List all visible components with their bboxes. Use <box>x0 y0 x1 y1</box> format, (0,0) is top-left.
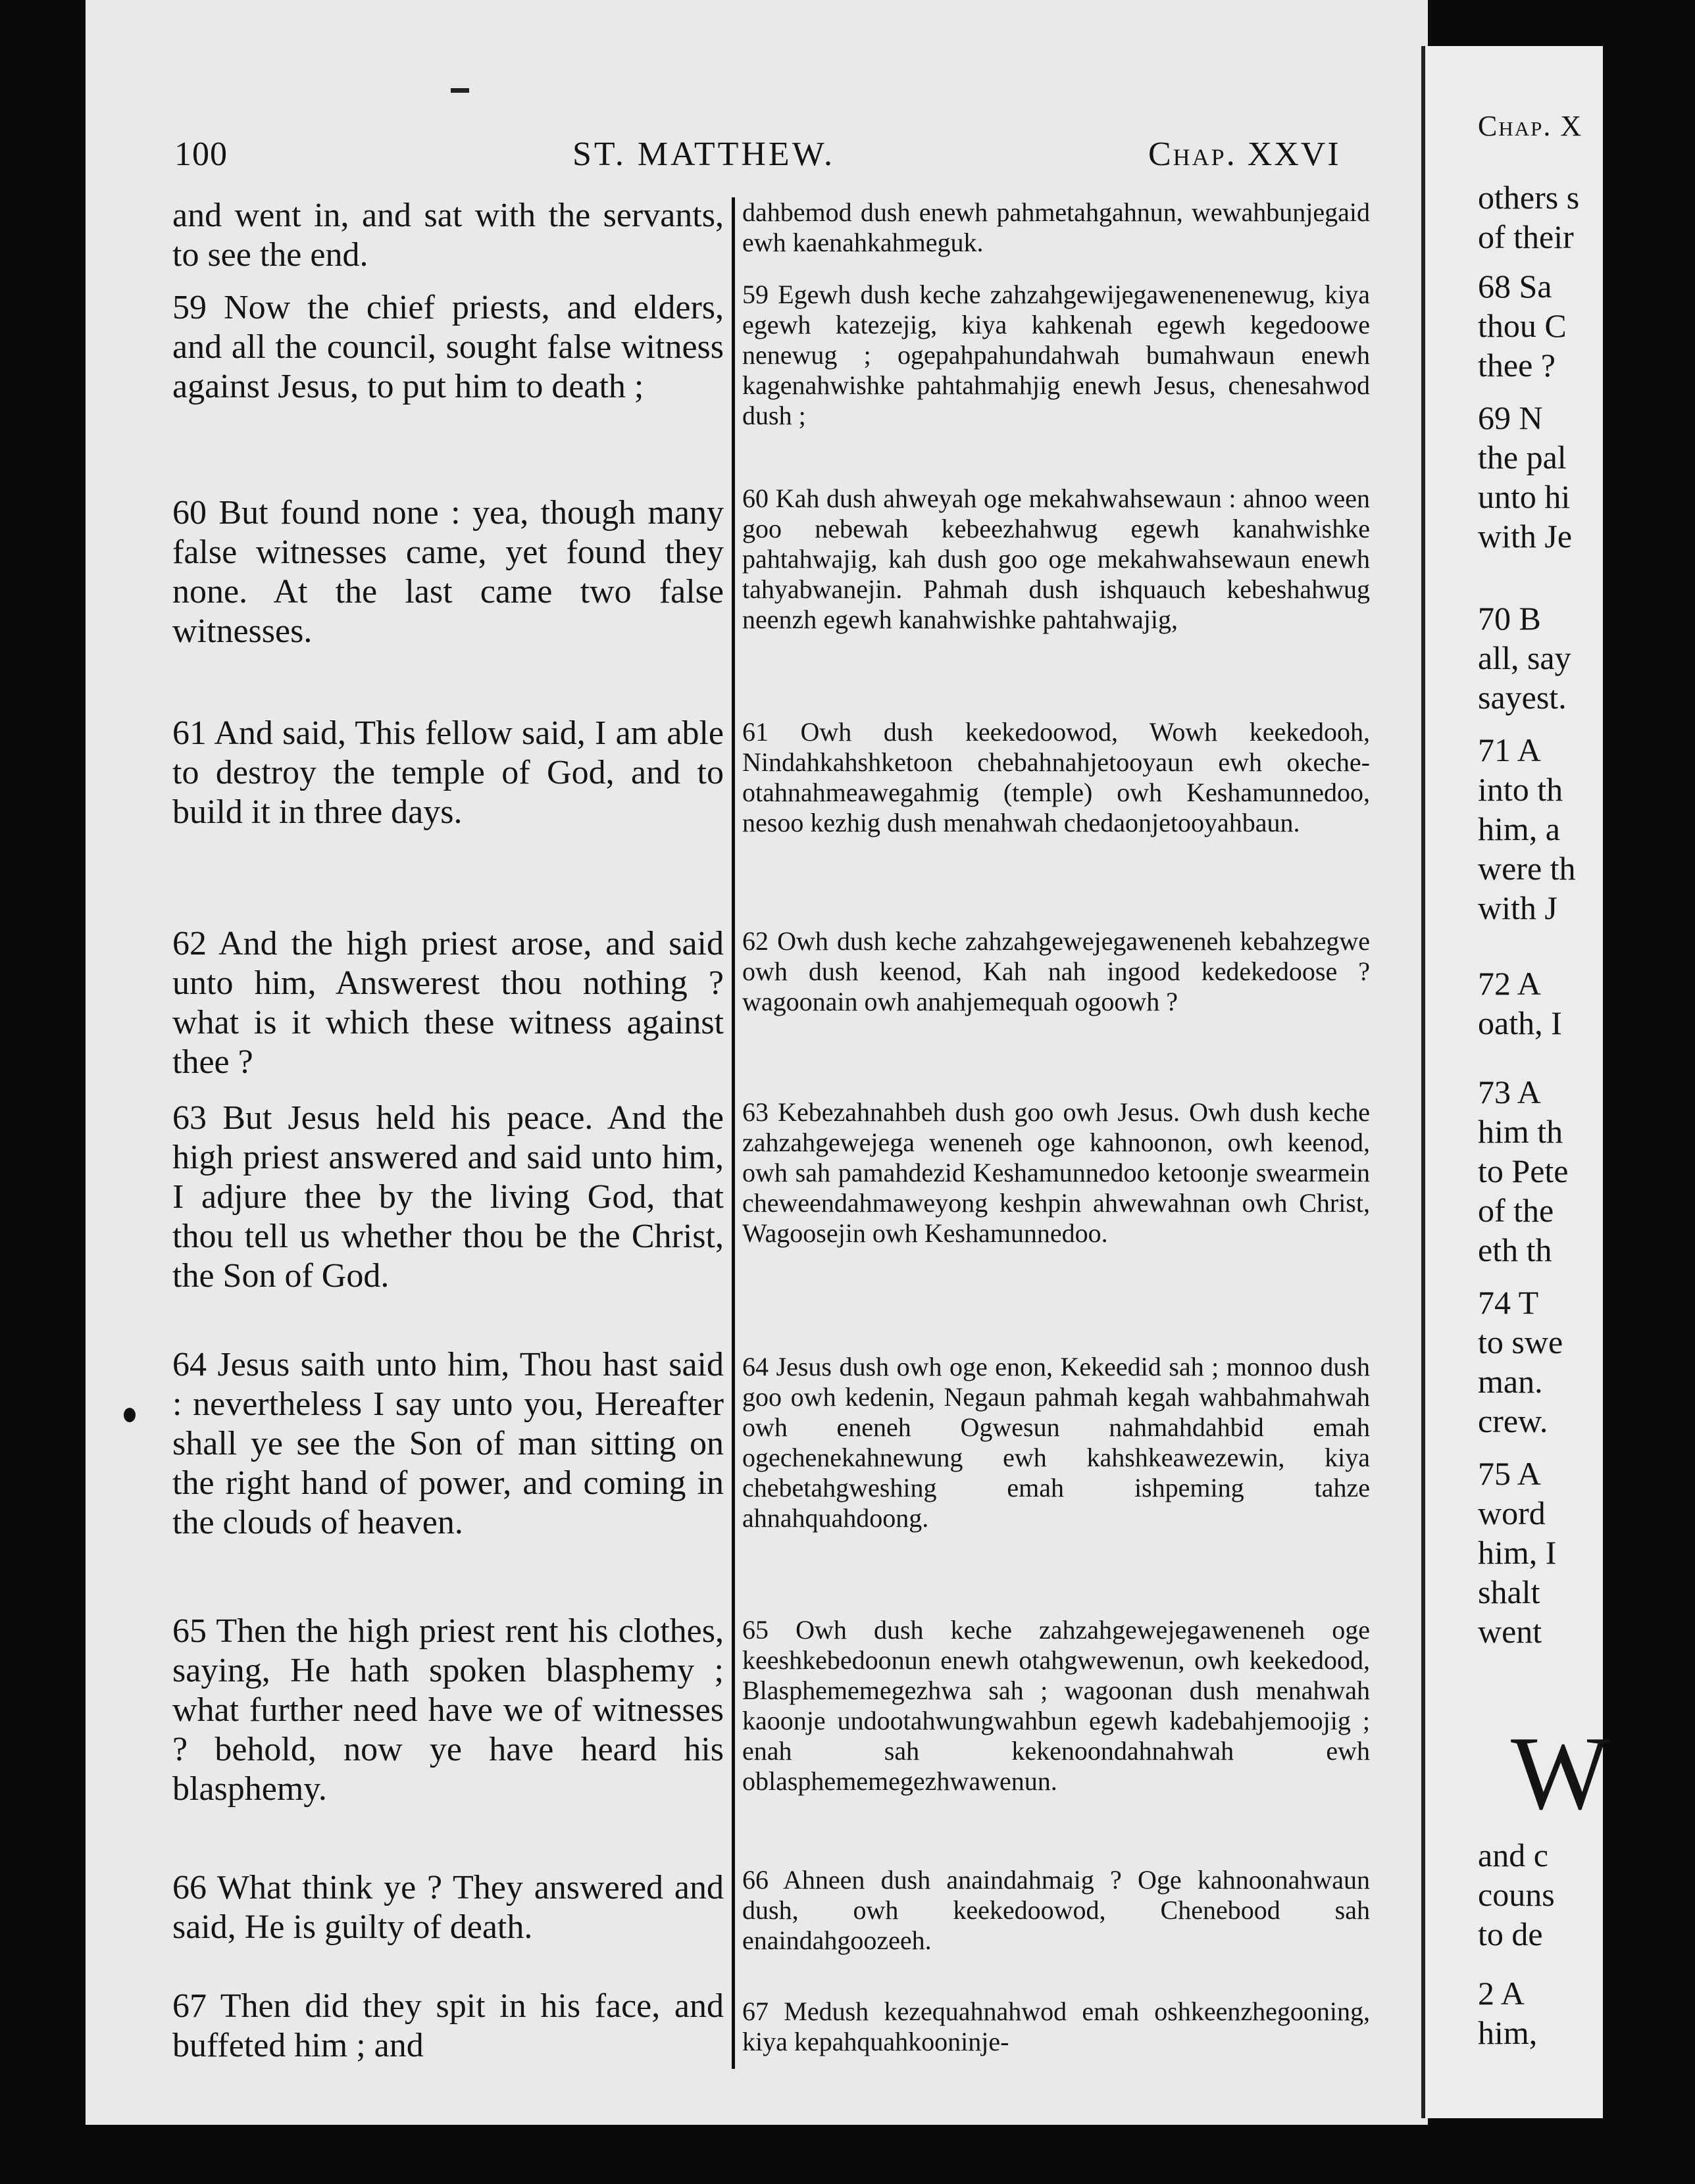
right-line: thou C <box>1478 307 1567 344</box>
ojibwe-verse-67: 67 Medush kezequahnahwod emah oshkeenzhegooning, kiya kepahquahkooninje- <box>742 1997 1370 2056</box>
right-line: all, say <box>1478 639 1571 676</box>
english-verse-60: 60 But found none : yea, though many false witnesses came, yet found they none. At the last came two false witnesses. <box>172 494 724 650</box>
right-line: to Pete <box>1478 1153 1569 1189</box>
english-verse-61: 61 And said, This fellow said, I am able to destroy the temple of God, and to build it in three days. <box>172 714 724 831</box>
right-dropcap: W <box>1511 1714 1611 1831</box>
right-line: crew. <box>1478 1402 1548 1439</box>
ojibwe-verse-62: 62 Owh dush keche zahzahgewejegaweneneh kebahzegwe owh dush keenod, Kah nah ingood kedekedoose ? wagoonain owh anahjemequah ogoowh ? <box>742 926 1370 1016</box>
right-line: went <box>1478 1613 1542 1650</box>
english-verse-62: 62 And the high priest arose, and said unto him, Answerest thou nothing ? what is it which these witness against thee ? <box>172 925 724 1081</box>
right-line: him, I <box>1478 1534 1557 1571</box>
right-line: him, a <box>1478 810 1560 847</box>
right-line: 71 A <box>1478 732 1541 768</box>
column-divider <box>732 197 735 2069</box>
ojibwe-verse-66: 66 Ahneen dush anaindahmaig ? Oge kahnoonahwaun dush, owh keekedoowod, Chenebood sah enaindahgoozeeh. <box>742 1865 1370 1955</box>
right-line: to swe <box>1478 1324 1563 1360</box>
right-line: with J <box>1478 889 1557 926</box>
right-line: unto hi <box>1478 478 1571 515</box>
english-verse-59: 59 Now the chief priests, and elders, and all the council, sought false witness against Jesus, to put him to death ; <box>172 289 724 405</box>
ojibwe-verse-63: 63 Kebezahnahbeh dush goo owh Jesus. Owh dush keche zahzahgewejega weneneh oge kahnoonon, owh keenod, owh sah pamahdezid Keshamunnedoo ketoonje swearmein cheweendahmaweyong keshpin ahwewahnan owh Christ, Wagoosejin owh Keshamunnedoo. <box>742 1097 1370 1248</box>
right-page <box>1421 46 1611 2118</box>
right-line: to de <box>1478 1916 1543 1952</box>
ojibwe-verse-59: 59 Egewh dush keche zahzahgewijegawenenenewug, kiya egewh katezejig, kiya kahkenah egewh kegedoowe nenewug ; ogepahpahundahwah bumahwaun enewh kagenahwishke pahtahmahjig enewh Jesus, chenesahwod dush ; <box>742 280 1370 430</box>
right-line: 69 N <box>1478 399 1543 436</box>
ojibwe-verse-64: 64 Jesus dush owh oge enon, Kekeedid sah ; monnoo dush goo owh kedenin, Negaun pahmah kegah wahbahmahwah owh eneneh Ogwesun nahmahdahbid emah ogechenekahnewung ewh kahshkeawezewin, kiya chebetahgweshing emah ishpeming tahze ahnahquahdoong. <box>742 1352 1370 1533</box>
right-line: 73 A <box>1478 1074 1541 1110</box>
right-line: and c <box>1478 1837 1548 1874</box>
right-line: man. <box>1478 1363 1543 1400</box>
right-line: 72 A <box>1478 965 1541 1002</box>
right-chapter-header: Chap. X <box>1478 110 1583 142</box>
right-line: thee ? <box>1478 347 1556 384</box>
right-line: were th <box>1478 850 1576 887</box>
right-line: shalt <box>1478 1574 1540 1610</box>
english-verse-65: 65 Then the high priest rent his clothes, saying, He hath spoken blasphemy ; what further need have we of witnesses ? behold, now ye have heard his blasphemy. <box>172 1612 724 1808</box>
right-line: 68 Sa <box>1478 268 1552 305</box>
page-title: ST. MATTHEW. <box>572 136 835 173</box>
right-line: of the <box>1478 1192 1554 1229</box>
page-number: 100 <box>174 136 228 173</box>
right-line: 74 T <box>1478 1284 1539 1321</box>
right-line: 70 B <box>1478 600 1541 637</box>
english-verse-67: 67 Then did they spit in his face, and buffeted him ; and <box>172 1987 724 2064</box>
english-verse-63: 63 But Jesus held his peace. And the high priest answered and said unto him, I adjure thee by the living God, that thou tell us whether thou be the Christ, the Son of God. <box>172 1099 724 1295</box>
right-line: 75 A <box>1478 1455 1541 1492</box>
right-line: the pal <box>1478 439 1567 476</box>
right-line: 2 A <box>1478 1975 1525 2012</box>
ojibwe-verse-58-end: dahbemod dush enewh pahmetahgahnun, wewahbunjegaid ewh kaenahkahmeguk. <box>742 197 1370 257</box>
english-verse-58-end: and went in, and sat with the servants, to see the end. <box>172 197 724 274</box>
english-verse-64: 64 Jesus saith unto him, Thou hast said : nevertheless I say unto you, Hereafter shall ye see the Son of man sitting on the right hand of power, and coming in the clouds of heaven. <box>172 1346 724 1541</box>
right-line: couns <box>1478 1876 1555 1913</box>
english-verse-66: 66 What think ye ? They answered and said, He is guilty of death. <box>172 1869 724 1946</box>
ojibwe-verse-60: 60 Kah dush ahweyah oge mekahwahsewaun : ahnoo ween goo nebewah kebeezhahwug egewh kanahwishke pahtahwajig, kah dush goo oge mekahwahsewaun enewh tahyabwanejin. Pahmah dush ishquauch kebeshahwug neenzh egewh kanahwishke pahtahwajig, <box>742 484 1370 634</box>
right-line: sayest. <box>1478 679 1567 716</box>
right-line: him, <box>1478 2014 1538 2051</box>
chapter-header: Chap. XXVI <box>1148 136 1341 173</box>
right-line: into th <box>1478 771 1563 808</box>
ojibwe-verse-61: 61 Owh dush keekedoowod, Wowh keekedooh, Nindahkahshketoon chebahnahjetooyaun ewh okeche-otahnahmeawegahmig (temple) owh Keshamunnedoo, nesoo kezhig dush menahwah chedaonjetooyahbaun. <box>742 717 1370 837</box>
right-line: oath, I <box>1478 1005 1562 1041</box>
right-line: others s <box>1478 179 1580 216</box>
ojibwe-verse-65: 65 Owh dush keche zahzahgewejegaweneneh oge keeshkebedoonun enewh otahgwewenun, owh keekedood, Blasphememegezhwa sah ; wagoonan dush menahwah kaoonje undootahwungwahbun egewh kadebahjemoojig ; enah sah kekenoondahnahwah ewh oblasphememegezhwawenun. <box>742 1615 1370 1796</box>
spine-mark <box>451 88 469 93</box>
ink-speck <box>124 1408 136 1422</box>
right-line: word <box>1478 1495 1546 1531</box>
right-line: with Je <box>1478 518 1573 555</box>
right-line: eth th <box>1478 1231 1552 1268</box>
right-line: of their <box>1478 218 1574 255</box>
right-line: him th <box>1478 1113 1563 1150</box>
